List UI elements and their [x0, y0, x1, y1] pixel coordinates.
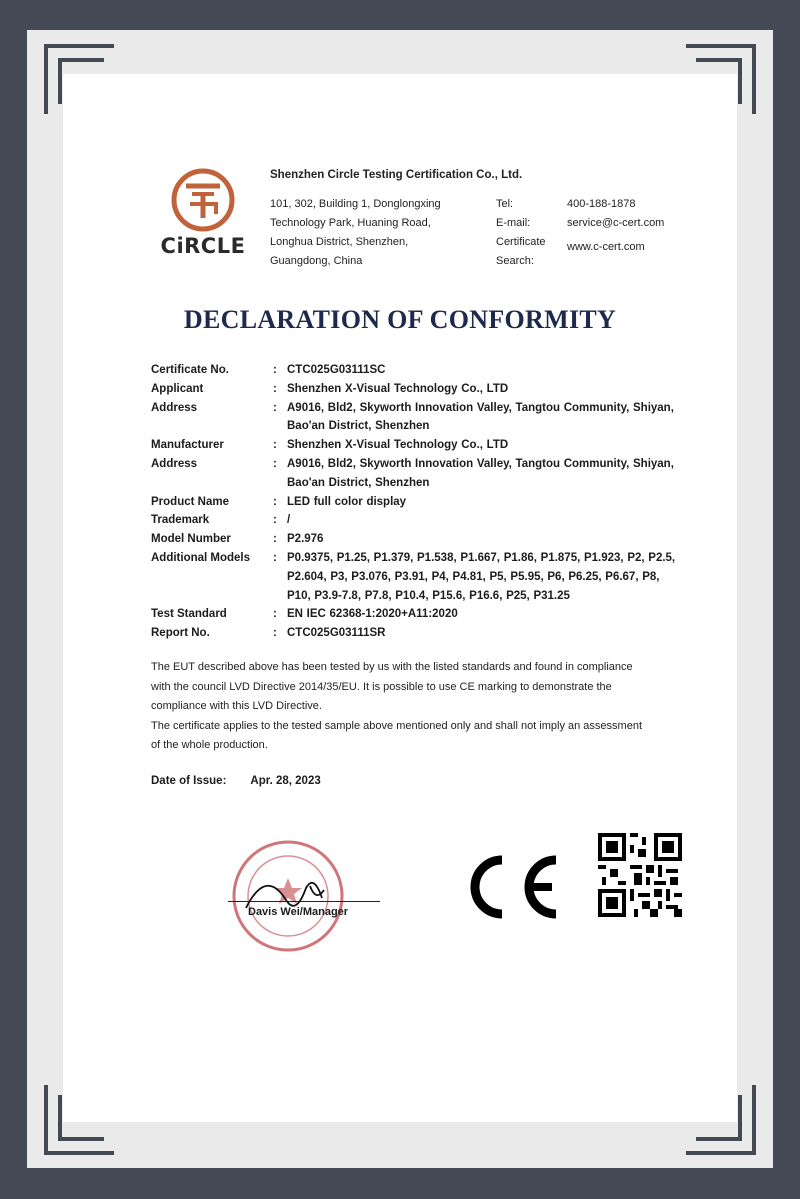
issuer-address-line: Technology Park, Huaning Road,: [270, 217, 431, 229]
field-value: LED full color display: [287, 495, 407, 508]
corner-ornament-bottom-left: [44, 1085, 114, 1155]
corner-ornament-top-left: [44, 44, 114, 114]
qr-code-icon: [598, 833, 682, 917]
statement-line: The certificate applies to the tested sample above mentioned only and shall not imply an assessment: [151, 719, 642, 732]
corner-ornament-top-right: [686, 44, 756, 114]
field-label: Additional Models: [151, 551, 251, 564]
field-model-number: Model Number : P2.976: [151, 530, 711, 549]
document-title: DECLARATION OF CONFORMITY: [183, 305, 617, 334]
contact-label: Tel:: [496, 198, 514, 210]
field-manufacturer-address: Address : A9016, Bld2, Skyworth Innovation Valley, Tangtou Community, Shiyan, Bao'an District, Shenzhen: [151, 455, 711, 493]
field-value: P10, P3.9-7.8, P7.8, P10.4, P15.6, P16.6, P25, P31.25: [287, 589, 570, 602]
field-test-standard: Test Standard : EN IEC 62368-1:2020+A11:2020: [151, 605, 711, 624]
issuer-address-line: 101, 302, Building 1, Donglongxing: [270, 198, 441, 210]
contact-label: Search:: [496, 255, 534, 267]
field-value: Shenzhen X-Visual Technology Co., LTD: [287, 382, 509, 395]
field-label: Trademark: [151, 514, 210, 527]
certificate-fields: [151, 361, 711, 643]
issuer-address-line: Longhua District, Shenzhen,: [270, 236, 409, 248]
issuer-address-line: Guangdong, China: [270, 255, 363, 267]
contact-tel: 400-188-1878: [567, 198, 636, 210]
date-of-issue: [151, 775, 321, 787]
statement-line: with the council LVD Directive 2014/35/EU. It is possible to use CE marking to demonstrate the: [151, 680, 612, 693]
field-additional-models: Additional Models : P0.9375, P1.25, P1.379, P1.538, P1.667, P1.86, P1.875, P1.923, P2, P2.5, P2.604, P3, P3.076, P3.91, P4, P4.81, P5, P5.95, P6, P6.25, P6.67, P8, P10, P3.9-7.8, P7.8, P10.4, P15.6, P16.6, P25, P31.25: [151, 549, 711, 605]
field-certificate-no: Certificate No. : CTC025G03111SC: [151, 361, 711, 380]
contact-label: Certificate: [496, 236, 546, 248]
field-value: Bao'an District, Shenzhen: [287, 420, 430, 433]
field-product-name: Product Name : LED full color display: [151, 493, 711, 512]
issue-label: Date of Issue:: [151, 775, 227, 787]
circle-emblem-icon: [148, 168, 258, 232]
field-label: Manufacturer: [151, 439, 224, 452]
field-label: Report No.: [151, 627, 210, 640]
field-label: Test Standard: [151, 608, 227, 621]
field-applicant-address: Address : A9016, Bld2, Skyworth Innovation Valley, Tangtou Community, Shiyan, Bao'an District, Shenzhen: [151, 399, 711, 437]
field-value: P0.9375, P1.25, P1.379, P1.538, P1.667, P1.86, P1.875, P1.923, P2, P2.5,: [287, 551, 676, 564]
contact-website: www.c-cert.com: [567, 241, 645, 253]
field-value: Bao'an District, Shenzhen: [287, 476, 430, 489]
logo-wordmark: CiRCLE: [160, 234, 246, 258]
conformity-statement: [151, 658, 711, 756]
field-label: Address: [151, 457, 198, 470]
field-value: A9016, Bld2, Skyworth Innovation Valley, Tangtou Community, Shiyan,: [287, 457, 674, 470]
contact-values: [567, 195, 664, 257]
statement-line: compliance with this LVD Directive.: [151, 700, 322, 712]
issuer-company-name: Shenzhen Circle Testing Certification Co., Ltd.: [270, 169, 523, 181]
company-seal-stamp: [226, 838, 356, 958]
field-label: Certificate No.: [151, 364, 229, 376]
field-trademark: Trademark : /: [151, 511, 711, 530]
field-value: CTC025G03111SR: [287, 627, 386, 640]
field-value: P2.604, P3, P3.076, P3.91, P4, P4.81, P5, P5.95, P6, P6.25, P6.67, P8,: [287, 570, 660, 583]
ce-mark-icon: [462, 852, 562, 922]
field-applicant: Applicant : Shenzhen X-Visual Technology Co., LTD: [151, 380, 711, 399]
field-report-no: Report No. : CTC025G03111SR: [151, 624, 711, 643]
contact-label: E-mail:: [496, 217, 531, 229]
corner-ornament-bottom-right: [686, 1085, 756, 1155]
statement-line: The EUT described above has been tested by us with the listed standards and found in compliance: [151, 661, 633, 673]
circle-logo: [148, 168, 258, 268]
field-value: Shenzhen X-Visual Technology Co., LTD: [287, 439, 509, 452]
signatory-name: Davis Wei/Manager: [248, 906, 349, 918]
field-label: Model Number: [151, 533, 231, 546]
field-value: CTC025G03111SC: [287, 364, 386, 376]
issue-date: Apr. 28, 2023: [250, 775, 321, 787]
contact-labels: [496, 195, 546, 271]
field-label: Address: [151, 401, 198, 414]
statement-line: of the whole production.: [151, 739, 268, 751]
field-label: Product Name: [151, 495, 229, 508]
contact-email: service@c-cert.com: [567, 217, 665, 229]
field-value: P2.976: [287, 533, 324, 546]
field-value: /: [287, 514, 291, 527]
field-manufacturer: Manufacturer : Shenzhen X-Visual Technology Co., LTD: [151, 436, 711, 455]
field-value: A9016, Bld2, Skyworth Innovation Valley, Tangtou Community, Shiyan,: [287, 401, 674, 414]
field-value: EN IEC 62368-1:2020+A11:2020: [287, 608, 458, 621]
issuer-address: [270, 195, 441, 271]
field-label: Applicant: [151, 382, 204, 395]
signature-line: [228, 901, 380, 902]
